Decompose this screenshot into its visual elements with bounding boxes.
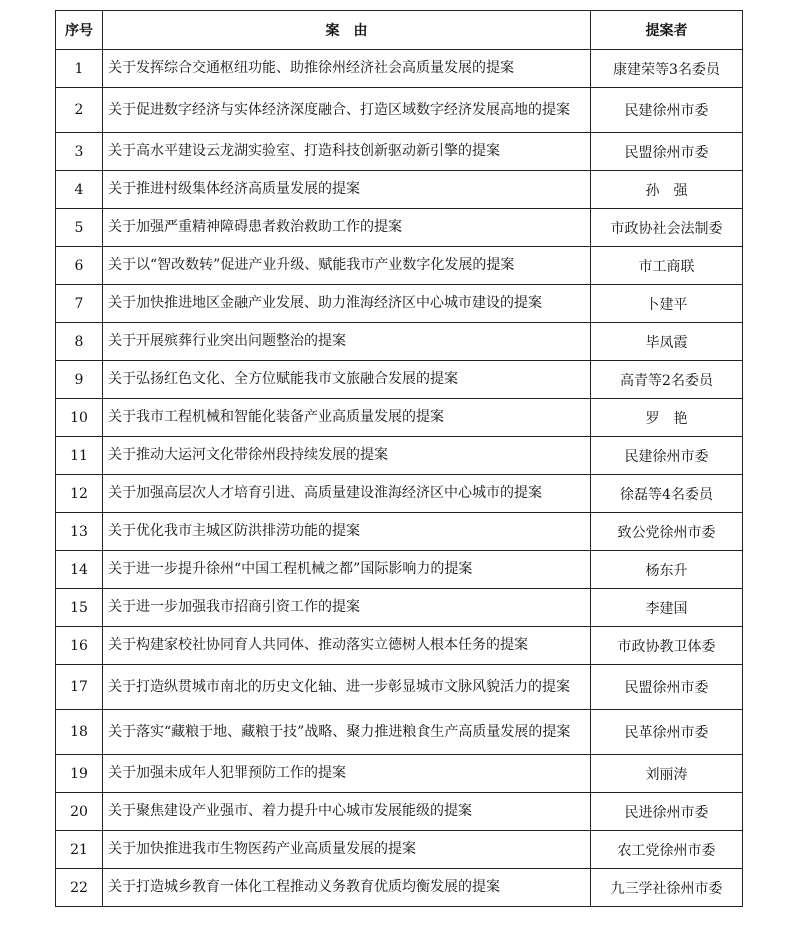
cell-title: 关于进一步提升徐州“中国工程机械之都”国际影响力的提案 bbox=[103, 551, 591, 589]
cell-title: 关于加强严重精神障碍患者救治救助工作的提案 bbox=[103, 209, 591, 247]
table-row bbox=[56, 209, 743, 247]
cell-num: 14 bbox=[56, 551, 103, 589]
table-row bbox=[56, 589, 743, 627]
cell-proposer: 民建徐州市委 bbox=[591, 437, 743, 475]
cell-proposer: 刘丽涛 bbox=[591, 755, 743, 793]
cell-num: 11 bbox=[56, 437, 103, 475]
table-row bbox=[56, 361, 743, 399]
table-row bbox=[56, 171, 743, 209]
table-row bbox=[56, 627, 743, 665]
cell-num: 21 bbox=[56, 831, 103, 869]
cell-num: 8 bbox=[56, 323, 103, 361]
cell-title: 关于推进村级集体经济高质量发展的提案 bbox=[103, 171, 591, 209]
cell-proposer: 民盟徐州市委 bbox=[591, 133, 743, 171]
cell-title: 关于开展殡葬行业突出问题整治的提案 bbox=[103, 323, 591, 361]
table-row bbox=[56, 475, 743, 513]
cell-title: 关于落实“藏粮于地、藏粮于技”战略、聚力推进粮食生产高质量发展的提案 bbox=[103, 710, 591, 755]
cell-title: 关于弘扬红色文化、全方位赋能我市文旅融合发展的提案 bbox=[103, 361, 591, 399]
table-row bbox=[56, 755, 743, 793]
cell-num: 9 bbox=[56, 361, 103, 399]
cell-proposer: 康建荣等3名委员 bbox=[591, 50, 743, 88]
table-row bbox=[56, 50, 743, 88]
cell-proposer: 民建徐州市委 bbox=[591, 88, 743, 133]
cell-proposer: 致公党徐州市委 bbox=[591, 513, 743, 551]
cell-title: 关于聚焦建设产业强市、着力提升中心城市发展能级的提案 bbox=[103, 793, 591, 831]
cell-num: 4 bbox=[56, 171, 103, 209]
cell-num: 12 bbox=[56, 475, 103, 513]
cell-title: 关于加快推进地区金融产业发展、助力淮海经济区中心城市建设的提案 bbox=[103, 285, 591, 323]
cell-num: 13 bbox=[56, 513, 103, 551]
cell-title: 关于优化我市主城区防洪排涝功能的提案 bbox=[103, 513, 591, 551]
cell-num: 2 bbox=[56, 88, 103, 133]
cell-num: 3 bbox=[56, 133, 103, 171]
cell-title: 关于加强高层次人才培育引进、高质量建设淮海经济区中心城市的提案 bbox=[103, 475, 591, 513]
cell-title: 关于构建家校社协同育人共同体、推动落实立德树人根本任务的提案 bbox=[103, 627, 591, 665]
cell-proposer: 徐磊等4名委员 bbox=[591, 475, 743, 513]
header-proposer: 提案者 bbox=[591, 11, 743, 50]
cell-proposer: 罗 艳 bbox=[591, 399, 743, 437]
cell-num: 16 bbox=[56, 627, 103, 665]
cell-title: 关于进一步加强我市招商引资工作的提案 bbox=[103, 589, 591, 627]
cell-proposer: 李建国 bbox=[591, 589, 743, 627]
table-row bbox=[56, 323, 743, 361]
table-row bbox=[56, 831, 743, 869]
cell-proposer: 市政协社会法制委 bbox=[591, 209, 743, 247]
cell-proposer: 九三学社徐州市委 bbox=[591, 869, 743, 907]
cell-num: 18 bbox=[56, 710, 103, 755]
cell-title: 关于高水平建设云龙湖实验室、打造科技创新驱动新引擎的提案 bbox=[103, 133, 591, 171]
cell-num: 5 bbox=[56, 209, 103, 247]
cell-proposer: 农工党徐州市委 bbox=[591, 831, 743, 869]
cell-title: 关于促进数字经济与实体经济深度融合、打造区域数字经济发展高地的提案 bbox=[103, 88, 591, 133]
cell-title: 关于打造城乡教育一体化工程推动义务教育优质均衡发展的提案 bbox=[103, 869, 591, 907]
cell-title: 关于推动大运河文化带徐州段持续发展的提案 bbox=[103, 437, 591, 475]
table-row bbox=[56, 551, 743, 589]
cell-num: 20 bbox=[56, 793, 103, 831]
table-row bbox=[56, 869, 743, 907]
table-row bbox=[56, 437, 743, 475]
cell-proposer: 卜建平 bbox=[591, 285, 743, 323]
cell-title: 关于加强未成年人犯罪预防工作的提案 bbox=[103, 755, 591, 793]
table-row bbox=[56, 399, 743, 437]
cell-title: 关于以“智改数转”促进产业升级、赋能我市产业数字化发展的提案 bbox=[103, 247, 591, 285]
cell-num: 19 bbox=[56, 755, 103, 793]
cell-proposer: 孙 强 bbox=[591, 171, 743, 209]
cell-title: 关于我市工程机械和智能化装备产业高质量发展的提案 bbox=[103, 399, 591, 437]
table-row bbox=[56, 710, 743, 755]
cell-title: 关于加快推进我市生物医药产业高质量发展的提案 bbox=[103, 831, 591, 869]
header-row bbox=[56, 11, 743, 50]
cell-num: 17 bbox=[56, 665, 103, 710]
cell-num: 6 bbox=[56, 247, 103, 285]
cell-proposer: 高青等2名委员 bbox=[591, 361, 743, 399]
cell-num: 22 bbox=[56, 869, 103, 907]
cell-num: 15 bbox=[56, 589, 103, 627]
cell-num: 1 bbox=[56, 50, 103, 88]
cell-num: 7 bbox=[56, 285, 103, 323]
cell-proposer: 市政协教卫体委 bbox=[591, 627, 743, 665]
cell-proposer: 毕凤霞 bbox=[591, 323, 743, 361]
table-row bbox=[56, 285, 743, 323]
cell-proposer: 民盟徐州市委 bbox=[591, 665, 743, 710]
table-row bbox=[56, 88, 743, 133]
cell-proposer: 民革徐州市委 bbox=[591, 710, 743, 755]
cell-proposer: 市工商联 bbox=[591, 247, 743, 285]
cell-proposer: 民进徐州市委 bbox=[591, 793, 743, 831]
cell-proposer: 杨东升 bbox=[591, 551, 743, 589]
table-row bbox=[56, 793, 743, 831]
proposal-table bbox=[55, 10, 743, 907]
table-row bbox=[56, 513, 743, 551]
cell-num: 10 bbox=[56, 399, 103, 437]
table-row bbox=[56, 133, 743, 171]
header-num: 序号 bbox=[56, 11, 103, 50]
cell-title: 关于打造纵贯城市南北的历史文化轴、进一步彰显城市文脉风貌活力的提案 bbox=[103, 665, 591, 710]
table-row bbox=[56, 665, 743, 710]
cell-title: 关于发挥综合交通枢纽功能、助推徐州经济社会高质量发展的提案 bbox=[103, 50, 591, 88]
header-title: 案 由 bbox=[103, 11, 591, 50]
table-row bbox=[56, 247, 743, 285]
